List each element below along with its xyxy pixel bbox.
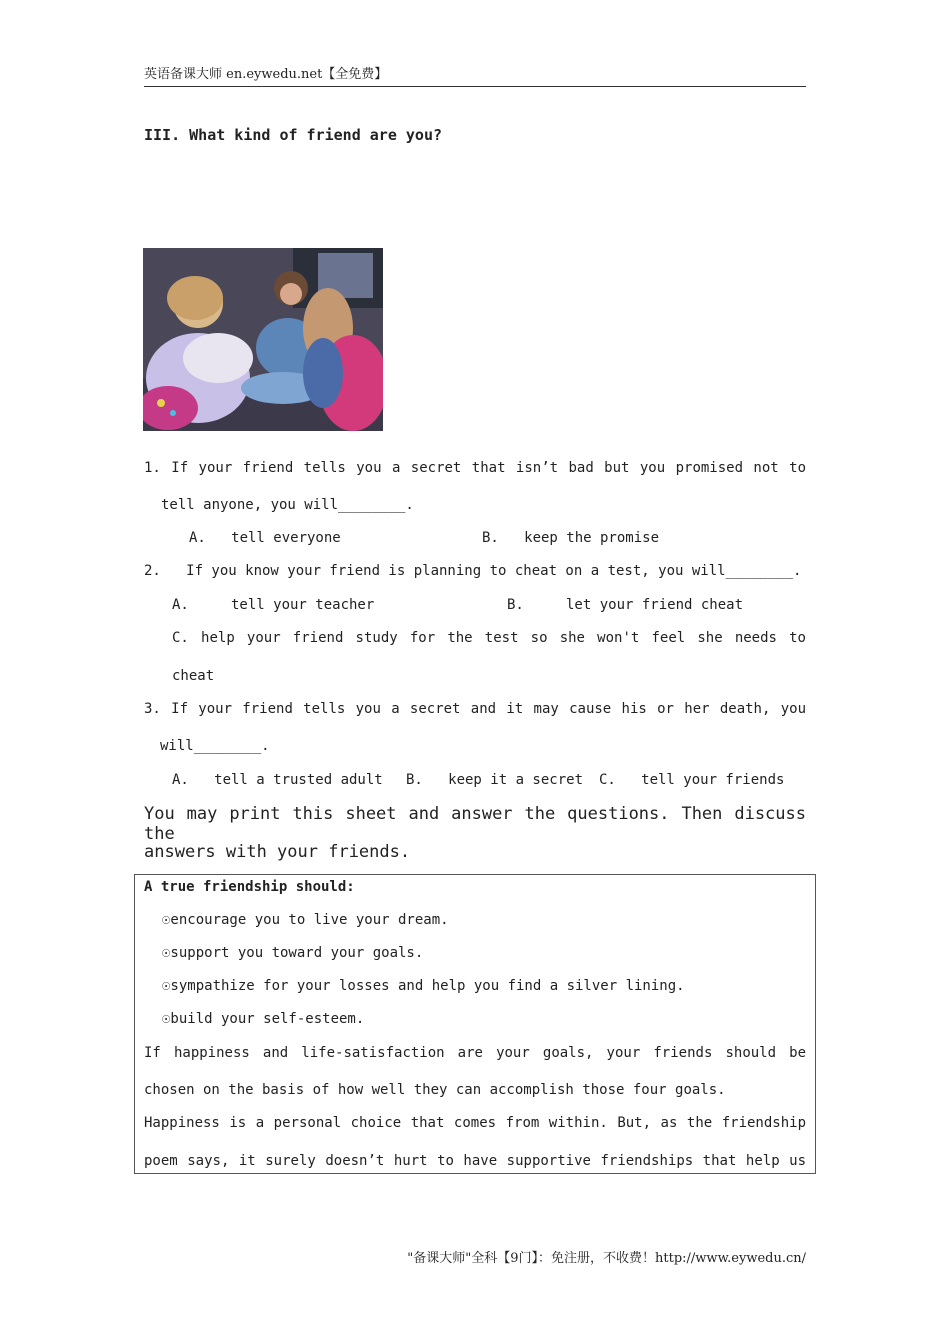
question-2-option-a: A. tell your teacher — [172, 597, 375, 613]
friendship-paragraph-2-cont: poem says, it surely doesn’t hurt to have supportive friendships that help us — [144, 1153, 806, 1169]
friends-photo-image — [143, 248, 383, 431]
question-1-text: 1. If your friend tells you a secret that isn’t bad but you promised not to — [144, 460, 806, 476]
friendship-bullet: ☉support you toward your goals. — [162, 945, 424, 961]
friendship-paragraph-1-cont: chosen on the basis of how well they can accomplish those four goals. — [144, 1082, 726, 1098]
question-3-text: 3. If your friend tells you a secret and it may cause his or her death, you — [144, 701, 806, 717]
instruction-text: You may print this sheet and answer the questions. Then discuss the — [144, 804, 806, 844]
question-2-text: 2. If you know your friend is planning to cheat on a test, you will________. — [144, 563, 802, 579]
friendship-bullet: ☉sympathize for your losses and help you find a silver lining. — [162, 978, 685, 994]
friendship-paragraph-2: Happiness is a personal choice that comes from within. But, as the friendship — [144, 1115, 806, 1131]
friendship-box — [134, 874, 816, 1174]
friendship-box-heading: A true friendship should: — [144, 879, 355, 895]
question-2-option-c-cont: cheat — [172, 668, 215, 684]
friendship-paragraph-1: If happiness and life-satisfaction are your goals, your friends should be — [144, 1045, 806, 1061]
page-header: 英语备课大师 en.eywedu.net【全免费】 — [144, 64, 806, 87]
page-footer: "备课大师"全科【9门】：免注册，不收费！http://www.eywedu.cn/ — [407, 1251, 806, 1266]
question-3-option-c: C. tell your friends — [599, 772, 785, 788]
question-2-option-b: B. let your friend cheat — [507, 597, 744, 613]
question-1-option-a: A. tell everyone — [189, 530, 341, 546]
friends-photo — [143, 248, 383, 431]
friendship-bullet: ☉encourage you to live your dream. — [162, 912, 449, 928]
question-3-text-cont: will________. — [160, 738, 270, 754]
question-3-option-b: B. keep it a secret — [406, 772, 584, 788]
question-3-option-a: A. tell a trusted adult — [172, 772, 383, 788]
question-1-option-b: B. keep the promise — [482, 530, 660, 546]
friendship-bullet: ☉build your self-esteem. — [162, 1011, 365, 1027]
question-2-option-c: C. help your friend study for the test so she won't feel she needs to — [172, 630, 806, 646]
section-title: III. What kind of friend are you? — [144, 126, 443, 144]
instruction-text-cont: answers with your friends. — [144, 842, 411, 862]
question-1-text-cont: tell anyone, you will________. — [161, 497, 414, 513]
